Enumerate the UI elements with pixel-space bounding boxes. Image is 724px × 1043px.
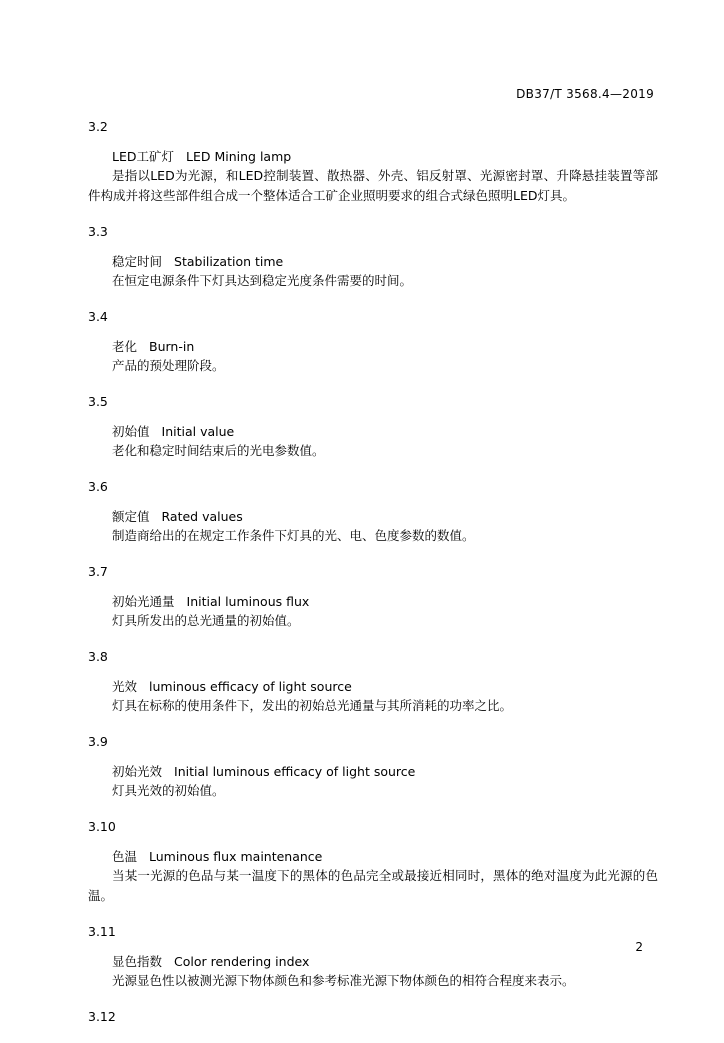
term-definition: 是指以LED为光源，和LED控制装置、散热器、外壳、铝反射罩、光源密封罩、升降悬挂装置等部件构成并将这些部件组合成一个整体适合工矿企业照明要求的组合式绿色照明LED灯具。 [88, 168, 658, 203]
clause-number: 3.12 [88, 1009, 116, 1024]
term-chinese: 光效 [112, 679, 138, 694]
clause-3-5 [88, 393, 658, 461]
term-chinese: 老化 [112, 339, 138, 354]
term-line [88, 148, 658, 166]
term-english: Color rendering index [174, 954, 310, 969]
term-line [88, 678, 658, 696]
term-chinese: 色温 [112, 849, 138, 864]
term-line [88, 338, 658, 356]
clause-3-8 [88, 648, 658, 716]
term-english: Stabilization time [174, 254, 284, 269]
term-chinese: 初始值 [112, 424, 150, 439]
clause-number: 3.7 [88, 564, 108, 579]
clause-number: 3.3 [88, 224, 108, 239]
clause-3-4 [88, 308, 658, 376]
clause-number: 3.10 [88, 819, 116, 834]
term-line [88, 423, 658, 441]
clause-3-3 [88, 223, 658, 291]
term-english: Initial luminous efficacy of light source [174, 764, 416, 779]
term-definition: 当某一光源的色品与某一温度下的黑体的色品完全或最接近相同时，黑体的绝对温度为此光源的色温。 [88, 868, 658, 903]
document-id-header: DB37/T 3568.4—2019 [516, 87, 654, 101]
term-english: LED Mining lamp [186, 149, 292, 164]
term-chinese: 稳定时间 [112, 254, 163, 269]
term-definition: 灯具在标称的使用条件下，发出的初始总光通量与其所消耗的功率之比。 [112, 698, 513, 713]
clause-3-9 [88, 733, 658, 801]
term-definition: 制造商给出的在规定工作条件下灯具的光、电、色度参数的数值。 [112, 528, 475, 543]
term-line [88, 508, 658, 526]
term-definition: 灯具光效的初始值。 [112, 783, 225, 798]
clause-3-12 [88, 1008, 658, 1026]
term-definition: 产品的预处理阶段。 [112, 358, 225, 373]
term-definition: 灯具所发出的总光通量的初始值。 [112, 613, 300, 628]
clause-3-7 [88, 563, 658, 631]
term-line [88, 848, 658, 866]
clause-number: 3.4 [88, 309, 108, 324]
clause-3-6 [88, 478, 658, 546]
term-english: Initial luminous flux [186, 594, 310, 609]
clause-number: 3.9 [88, 734, 108, 749]
term-line [88, 253, 658, 271]
clause-number: 3.5 [88, 394, 108, 409]
term-line [88, 953, 658, 971]
page-number: 2 [635, 940, 643, 954]
term-english: Initial value [161, 424, 235, 439]
term-english: luminous efficacy of light source [149, 679, 352, 694]
term-line [88, 593, 658, 611]
term-chinese: LED工矿灯 [112, 149, 174, 164]
clause-3-11 [88, 923, 658, 991]
term-chinese: 初始光通量 [112, 594, 175, 609]
clause-number: 3.2 [88, 119, 108, 134]
term-definition: 在恒定电源条件下灯具达到稳定光度条件需要的时间。 [112, 273, 413, 288]
term-chinese: 初始光效 [112, 764, 163, 779]
term-line [88, 763, 658, 781]
clause-3-2 [88, 118, 658, 206]
clause-number: 3.8 [88, 649, 108, 664]
clause-number: 3.6 [88, 479, 108, 494]
term-chinese: 显色指数 [112, 954, 163, 969]
clause-list [88, 118, 658, 1043]
term-chinese: 额定值 [112, 509, 150, 524]
clause-3-10 [88, 818, 658, 906]
term-definition: 光源显色性以被测光源下物体颜色和参考标准光源下物体颜色的相符合程度来表示。 [112, 973, 575, 988]
term-definition: 老化和稳定时间结束后的光电参数值。 [112, 443, 325, 458]
clause-number: 3.11 [88, 924, 116, 939]
term-english: Luminous flux maintenance [149, 849, 323, 864]
term-english: Burn-in [149, 339, 195, 354]
term-english: Rated values [161, 509, 243, 524]
